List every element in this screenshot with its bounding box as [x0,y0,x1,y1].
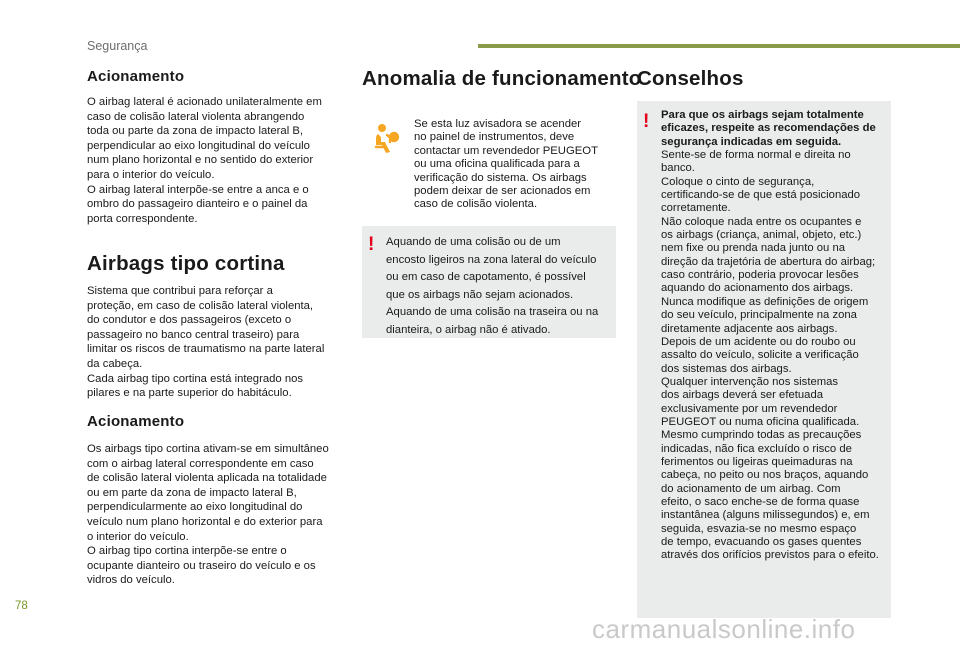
header-accent-bar [478,44,960,48]
page-number: 78 [15,600,28,612]
anomalia-warning-text: Aquando de uma colisão ou de um encosto ligeiros na zona lateral do veículo ou em caso de capotamento, é possível que os airbags não sejam acionados. Aquando de uma colisão na traseira ou na dianteira, o airbag não é ativado. [386,236,599,336]
conselhos-warning-box [637,101,891,618]
conselhos-warning-text: Sente-se de forma normal e direita no banco. Coloque o cinto de segurança, certificando-se de que está posicionado corretamente. Não coloque nada entre os ocupantes e os airbags (criança, animal, objeto, etc.) nem fixe ou prenda nada junto ou na direção da trajetória de abertura do airbag; caso contrário, poderia provocar lesões aquando do acionamento dos airbags. Nunca modifique as definições de origem do seu veículo, principalmente na zona diretamente adjacente aos airbags. Depois de um acidente ou do roubo ou assalto do veículo, solicite a verificação dos sistemas dos airbags. Qualquer intervenção nos sistemas dos airbags deverá ser efetuada exclusivamente por um revendedor PEUGEOT ou numa oficina qualificada. Mesmo cumprindo todas as precauções indicadas, não fica excluído o risco de ferimentos ou ligeiras queimaduras na cabeça, no peito ou nos braços, aquando do acionamento de um airbag. Com efeito, o saco enche-se de forma quase instantânea (alguns milissegundos) e, em seguida, esvazia-se no mesmo espaço de tempo, evacuando os gases quentes através dos orifícios previstos para o efeito. [661,149,879,562]
section-header: Segurança [87,39,148,53]
acionamento-heading: Acionamento [87,68,185,85]
acionamento-paragraph: O airbag lateral é acionado unilateralmente em caso de colisão lateral violenta abrangendo toda ou parte da zona de impacto lateral B, perpendicular ao eixo longitudinal do veículo num plano horizontal e no sentido do exterior para o interior do veículo. O airbag lateral interpõe-se entre a anca e o ombro do passageiro dianteiro e o painel da porta correspondente. [87,96,322,225]
conselhos-heading: Conselhos [637,67,744,90]
cortina-paragraph: Sistema que contribui para reforçar a proteção, em caso de colisão lateral violenta, do condutor e dos passageiros (exceto o passageiro no banco central traseiro) para limitar os riscos de traumatismo na parte lateral da cabeça. Cada airbag tipo cortina está integrado nos pilares e na parte superior do habitáculo. [87,285,325,400]
airbag-warning-light-icon [370,123,400,155]
watermark: carmanualsonline.info [592,614,856,644]
conselhos-warning-bold: Para que os airbags sejam totalmente eficazes, respeite as recomendações de segurança indicadas em seguida. [661,109,876,148]
cortina-acionamento-heading: Acionamento [87,413,185,430]
anomalia-paragraph: Se esta luz avisadora se acender no painel de instrumentos, deve contactar um revendedor PEUGEOT ou uma oficina qualificada para a verificação do sistema. Os airbags podem deixar de ser acionados em caso de colisão violenta. [414,118,598,211]
anomalia-heading: Anomalia de funcionamento [362,67,642,90]
warning-exclamation-icon: ! [368,234,375,255]
conselhos-warning-content [661,109,889,563]
cortina-acionamento-paragraph: Os airbags tipo cortina ativam-se em simultâneo com o airbag lateral correspondente em caso de colisão lateral violenta aplicada na totalidade ou em parte da zona de impacto lateral B, perpendicularmente ao eixo longitudinal do veículo num plano horizontal e do exterior para o interior do veículo. O airbag tipo cortina interpõe-se entre o ocupante dianteiro ou traseiro do veículo e os vidros do veículo. [87,443,329,587]
warning-exclamation-icon: ! [643,111,650,132]
anomalia-warning-box [362,226,616,338]
cortina-heading: Airbags tipo cortina [87,252,285,275]
